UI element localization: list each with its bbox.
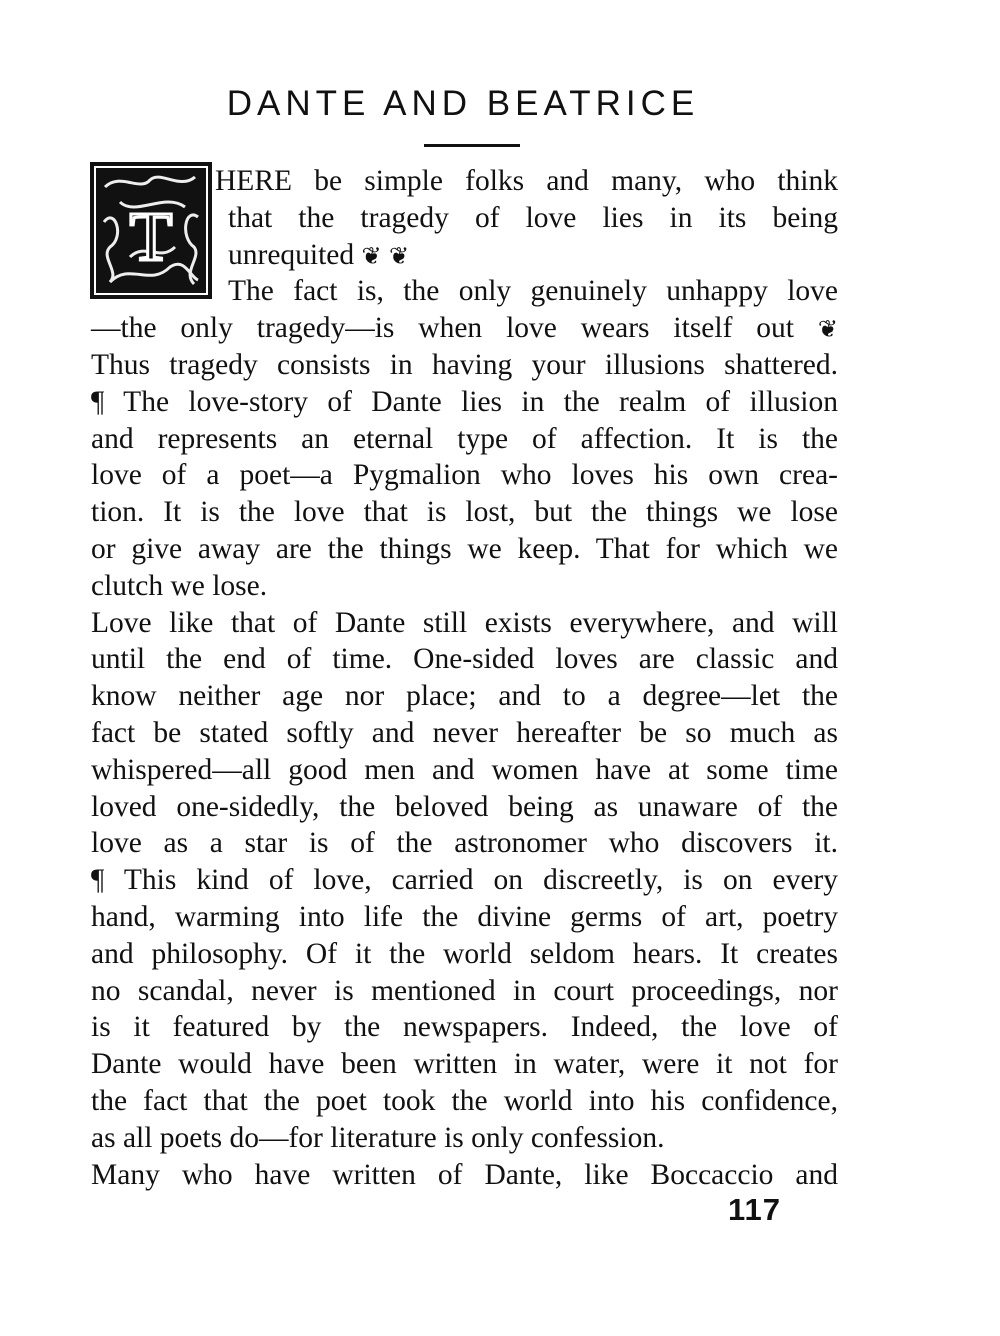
- page-title: DANTE AND BEATRICE: [226, 84, 700, 123]
- text-line: The fact is, the only genuinely unhappy love: [228, 275, 838, 308]
- page-number: 117: [728, 1192, 782, 1227]
- body-text: [91, 163, 838, 1193]
- text-line-content: unrequited: [228, 238, 355, 271]
- text-line: HERE be simple folks and many, who think: [215, 165, 838, 197]
- text-line: [228, 237, 838, 274]
- text-line: Dante would have been written in water, were it not for: [91, 1048, 838, 1081]
- text-line: tion. It is the love that is lost, but the things we lose: [91, 496, 838, 529]
- text-line: fact be stated softly and never hereafter be so much as: [91, 716, 838, 749]
- text-line: clutch we lose.: [91, 569, 268, 602]
- svg-text:T: T: [129, 199, 173, 276]
- text-line: no scandal, never is mentioned in court proceedings, nor: [91, 974, 838, 1007]
- text-line: that the tragedy of love lies in its being: [228, 201, 838, 234]
- text-line: as all poets do—for literature is only confession.: [91, 1121, 665, 1154]
- text-line: until the end of time. One-sided loves are classic and: [91, 643, 838, 676]
- fleuron-icon: ❦: [361, 243, 382, 270]
- text-line-content: —the only tragedy—is when love wears itself out: [91, 312, 794, 345]
- text-line: Thus tragedy consists in having your illusions shattered.: [91, 348, 838, 381]
- text-line: know neither age nor place; and to a degree—let the: [91, 680, 838, 713]
- text-line: ¶ The love-story of Dante lies in the realm of illusion: [91, 385, 838, 418]
- text-line: the fact that the poet took the world into his confidence,: [91, 1084, 838, 1117]
- text-line: Love like that of Dante still exists everywhere, and will: [91, 606, 838, 639]
- text-line: whispered—all good men and women have at some time: [91, 753, 838, 786]
- text-line: ¶ This kind of love, carried on discreetly, is on every: [91, 864, 838, 897]
- text-line: love as a star is of the astronomer who discovers it.: [91, 827, 838, 860]
- text-line: and represents an eternal type of affection. It is the: [91, 422, 838, 455]
- text-line: or give away are the things we keep. That for which we: [91, 532, 838, 565]
- text-line: [91, 310, 838, 347]
- text-line: love of a poet—a Pygmalion who loves his own crea-: [91, 459, 838, 492]
- title-rule: [424, 144, 520, 147]
- fleuron-icon: ❦: [389, 243, 410, 270]
- text-line: is it featured by the newspapers. Indeed, the love of: [91, 1011, 838, 1044]
- text-line: Many who have written of Dante, like Boccaccio and: [91, 1158, 838, 1191]
- text-line: loved one-sidedly, the beloved being as unaware of the: [91, 790, 838, 823]
- text-line: and philosophy. Of it the world seldom hears. It creates: [91, 937, 838, 970]
- fleuron-icon: ❦: [817, 317, 838, 344]
- text-line: hand, warming into life the divine germs of art, poetry: [91, 900, 838, 933]
